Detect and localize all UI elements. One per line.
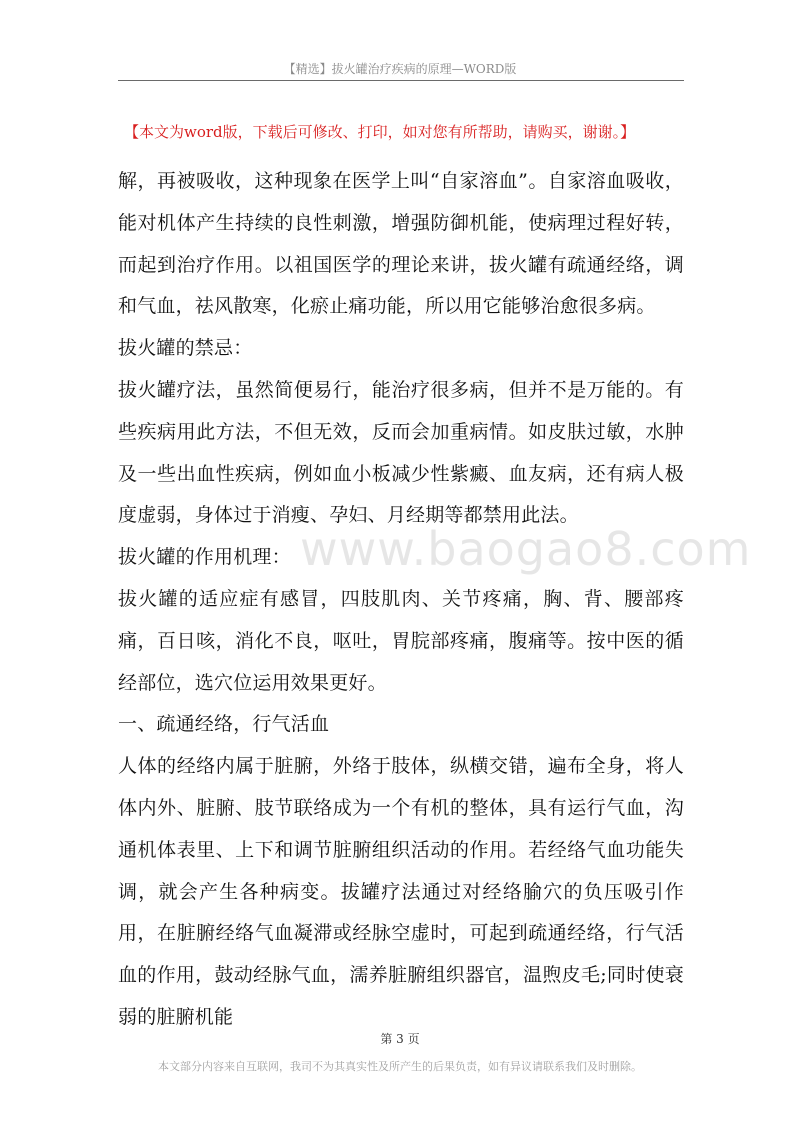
disclaimer-footer: 本文部分内容来自互联网，我司不为其真实性及所产生的后果负责，如有异议请联系我们及时删除。 <box>158 1060 642 1073</box>
purchase-notice: 【本文为word版，下载后可修改、打印，如对您有所帮助，请购买，谢谢。】 <box>124 123 636 141</box>
paragraph: 拔火罐疗法，虽然简便易行，能治疗很多病，但并不是万能的。有些疾病用此方法，不但无效，反而会加重病情。如皮肤过敏，水肿及一些出血性疾病，例如血小板减少性紫癜、血友病，还有病人极度虚弱，身体过于消瘦、孕妇、月经期等都禁用此法。 <box>118 378 684 527</box>
watermark: www.baogao8.com <box>300 522 752 576</box>
page-number: 第 3 页 <box>380 1032 420 1046</box>
section-heading: 拔火罐的作用机理： <box>118 546 291 569</box>
paragraph: 解，再被吸收，这种现象在医学上叫“自家溶血”。自家溶血吸收，能对机体产生持续的良性刺激，增强防御机能，使病理过程好转，而起到治疗作用。以祖国医学的理论来讲，拔火罐有疏通经络，调和气血，祛风散寒，化瘀止痛功能，所以用它能够治愈很多病。 <box>118 170 684 318</box>
section-heading: 一、疏通经络，行气活血 <box>118 713 330 736</box>
section-heading: 拔火罐的禁忌： <box>118 337 253 360</box>
header-divider <box>118 80 684 81</box>
paragraph: 人体的经络内属于脏腑，外络于肢体，纵横交错，遍布全身，将人体内外、脏腑、肢节联络成为一个有机的整体，具有运行气血，沟通机体表里、上下和调节脏腑组织活动的作用。若经络气血功能失调，就会产生各种病变。拔罐疗法通过对经络腧穴的负压吸引作用，在脏腑经络气血凝滞或经脉空虚时，可起到疏通经络，行气活血的作用，鼓动经脉气血，濡养脏腑组织器官，温煦皮毛;同时使衰弱的脏腑机能 <box>118 755 684 1028</box>
document-body <box>118 161 684 1039</box>
paragraph: 拔火罐的适应症有感冒，四肢肌肉、关节疼痛，胸、背、腰部疼痛，百日咳，消化不良，呕吐，胃脘部疼痛，腹痛等。按中医的循经部位，选穴位运用效果更好。 <box>118 587 684 694</box>
running-header: 【精选】拔火罐治疗疾病的原理—WORD版 <box>283 62 517 76</box>
